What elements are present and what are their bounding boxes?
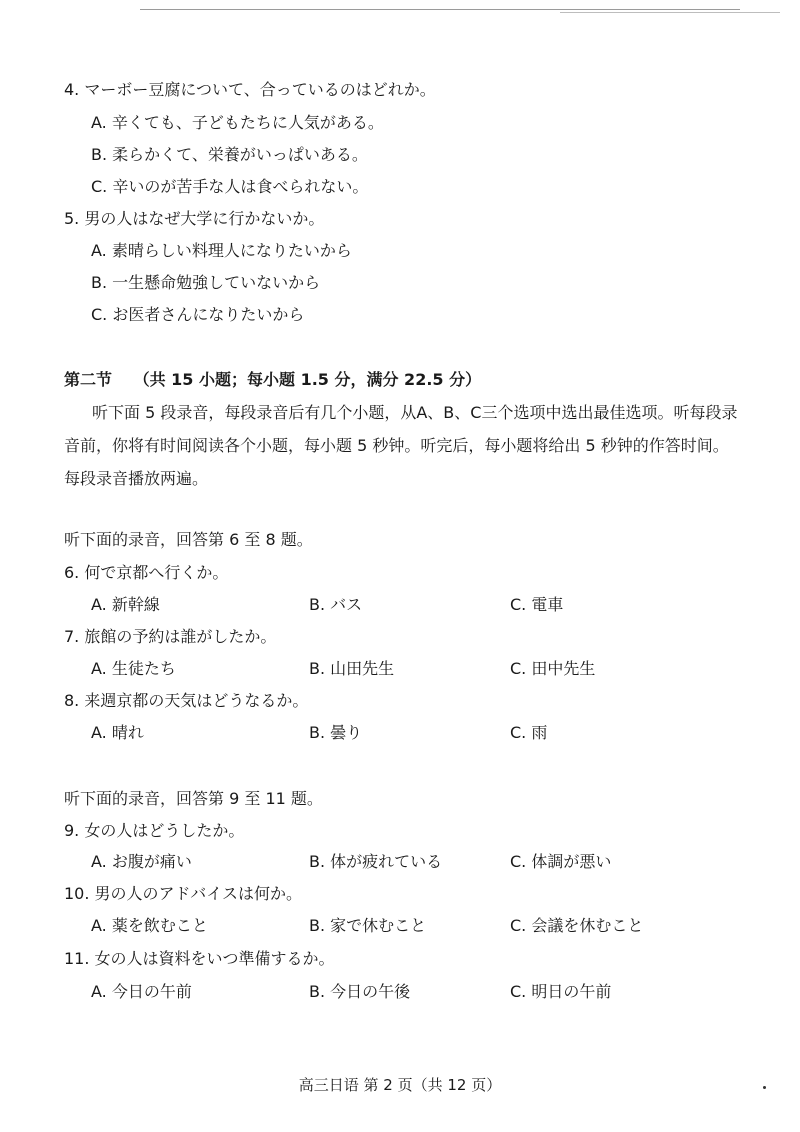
question-5-option-b: B. 一生懸命勉強していないから: [91, 273, 321, 292]
question-6-stem: 6. 何で京都へ行くか。: [64, 563, 229, 582]
group-2-intro: 听下面的录音，回答第 9 至 11 题。: [64, 789, 323, 808]
question-5-option-a: A. 素晴らしい料理人になりたいから: [91, 241, 352, 260]
question-11-option-a: A. 今日の午前: [91, 982, 192, 1001]
question-7-option-b: B. 山田先生: [309, 659, 395, 678]
question-8-option-c: C. 雨: [510, 723, 548, 742]
question-11-option-b: B. 今日の午後: [309, 982, 411, 1001]
section-2-label: 第二节: [64, 370, 113, 389]
page-footer: 高三日语 第 2 页（共 12 页）: [298, 1076, 502, 1094]
section-2-title: [64, 370, 481, 390]
question-11-option-c: C. 明日の午前: [510, 982, 612, 1001]
question-5-option-c: C. お医者さんになりたいから: [91, 305, 305, 324]
question-10-option-a: A. 薬を飲むこと: [91, 916, 208, 935]
question-4-option-c: C. 辛いのが苦手な人は食べられない。: [91, 177, 369, 196]
question-5-stem: 5. 男の人はなぜ大学に行かないか。: [64, 209, 325, 228]
question-6-option-c: C. 電車: [510, 595, 564, 614]
scan-speck: [763, 1086, 766, 1089]
question-9-option-c: C. 体調が悪い: [510, 852, 612, 871]
top-edge-line-2: [560, 12, 780, 13]
question-4-option-a: A. 辛くても、子どもたちに人気がある。: [91, 113, 384, 132]
question-8-option-a: A. 晴れ: [91, 723, 144, 742]
question-4-stem: 4. マーボー豆腐について、合っているのはどれか。: [64, 80, 436, 99]
question-6-option-b: B. バス: [309, 595, 363, 614]
question-11-stem: 11. 女の人は資料をいつ準備するか。: [64, 949, 335, 968]
group-1-intro: 听下面的录音，回答第 6 至 8 题。: [64, 530, 313, 549]
question-9-option-a: A. お腹が痛い: [91, 852, 192, 871]
section-2-score: （共 15 小题；每小题 1.5 分，满分 22.5 分）: [133, 370, 482, 389]
question-7-option-a: A. 生徒たち: [91, 659, 176, 678]
question-10-option-b: B. 家で休むこと: [309, 916, 427, 935]
top-edge-line: [140, 9, 740, 10]
question-8-option-b: B. 曇り: [309, 723, 363, 742]
question-9-stem: 9. 女の人はどうしたか。: [64, 821, 245, 840]
question-6-option-a: A. 新幹線: [91, 595, 160, 614]
question-7-option-c: C. 田中先生: [510, 659, 596, 678]
question-9-option-b: B. 体が疲れている: [309, 852, 443, 871]
question-4-option-b: B. 柔らかくて、栄養がいっぱいある。: [91, 145, 368, 164]
section-2-instructions: 听下面 5 段录音，每段录音后有几个小题，从A、B、C三个选项中选出最佳选项。听每段录音前，你将有时间阅读各个小题，每小题 5 秒钟。听完后，每小题将给出 5 秒钟的作答时间。每段录音播放两遍。: [64, 403, 738, 488]
question-8-stem: 8. 来週京都の天気はどうなるか。: [64, 691, 309, 710]
question-10-option-c: C. 会議を休むこと: [510, 916, 644, 935]
question-7-stem: 7. 旅館の予約は誰がしたか。: [64, 627, 277, 646]
question-10-stem: 10. 男の人のアドバイスは何か。: [64, 884, 303, 903]
